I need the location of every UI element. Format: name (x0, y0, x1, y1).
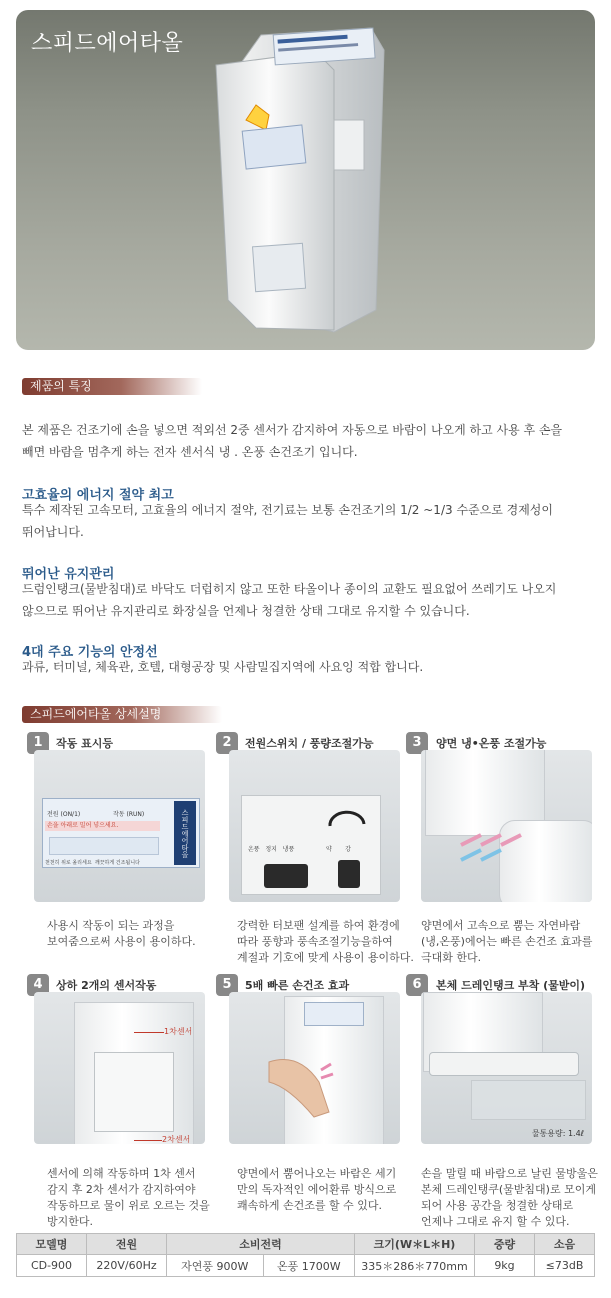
card-title: 5배 빠른 손건조 효과 (245, 979, 350, 992)
hand-icon (229, 992, 400, 1144)
spec-size: 335＊286＊770mm (355, 1255, 475, 1277)
panel-bottom-right: 깨끗하게 건조됩니다 (94, 860, 140, 866)
features-section-heading: 제품의 특징 (22, 378, 202, 395)
caption-line: 사용시 작동이 되는 과정을 (47, 919, 175, 932)
drain-tank-image (421, 992, 592, 1144)
spec-noise: ≤73dB (535, 1255, 595, 1277)
spec-weight: 9kg (475, 1255, 535, 1277)
card-number: 3 (406, 732, 428, 754)
sensor-label-2: 2차센서 (162, 1135, 191, 1144)
switch-label-low: 약 (326, 846, 332, 853)
card-caption (421, 918, 601, 966)
panel-instruction: 손을 아래로 밀어 넣으세요. (45, 821, 160, 831)
caption-line: 만의 독자적인 에어환류 방식으로 (237, 1183, 397, 1196)
feature-title-energy: 고효율의 에너지 절약 최고 (22, 488, 174, 503)
spec-header-row (17, 1234, 595, 1255)
spec-power: 220V/60Hz (87, 1255, 167, 1277)
feature-title-maintenance: 뛰어난 유지관리 (22, 567, 115, 582)
dual-airflow-image (421, 750, 592, 902)
spec-header-size: 크기(W＊L＊H) (355, 1234, 475, 1255)
card-title: 전원스위치 / 풍량조절가능 (245, 737, 374, 750)
sensor-line-1 (134, 1032, 164, 1033)
sensor-line-2 (134, 1140, 162, 1141)
card-number: 5 (216, 974, 238, 996)
hand-dryer-product-image (16, 10, 595, 350)
sensor-label-1: 1차센서 (164, 1027, 193, 1036)
mode-labels (248, 844, 294, 853)
dual-sensor-image (34, 992, 205, 1144)
caption-line: 따라 풍향과 풍속조절기능을하여 (237, 935, 393, 948)
caption-line: 보여줌으로써 사용이 용이하다. (47, 935, 196, 948)
spec-consumption-warm: 온풍 1700W (263, 1255, 354, 1277)
caption-line: 양면에서 뿜어나오는 바람은 세기 (237, 1167, 397, 1180)
drain-tank-tray (429, 1052, 579, 1076)
power-switch-image (229, 750, 400, 902)
speed-switch (338, 860, 360, 888)
caption-line: 센서에 의해 작동하며 1차 센서 (47, 1167, 196, 1180)
drain-tank-body (471, 1080, 586, 1120)
spec-model: CD-900 (17, 1255, 87, 1277)
details-section-heading: 스피드에어타올 상세설명 (22, 706, 222, 723)
card-caption (237, 918, 422, 966)
indicator-panel (42, 798, 200, 868)
tank-capacity-label: 물통용량: 1.4ℓ (531, 1129, 584, 1138)
caption-line: 감지 후 2차 센서가 감지하여야 (47, 1183, 196, 1196)
card-title: 상하 2개의 센서작동 (56, 979, 157, 992)
spec-header-noise: 소음 (535, 1234, 595, 1255)
mode-switch (264, 864, 308, 888)
card-caption (237, 1166, 417, 1214)
airflow-arrows-icon (421, 750, 592, 902)
feature-text-line: 과류, 터미널, 체육관, 호텔, 대형공장 및 사람밀집지역에 사요잉 적합 합니다. (22, 660, 424, 674)
feature-text-line: 않으므로 뛰어난 유지관리로 화장실을 언제나 청결한 상태 그대로 유지할 수 있습니다. (22, 604, 470, 618)
card-title: 본체 드레인탱크 부착 (물받이) (436, 979, 586, 992)
card-number: 2 (216, 732, 238, 754)
caption-line: 언제나 그대로 유지 할 수 있다. (421, 1215, 570, 1228)
panel-run-label: 작동 (RUN) (113, 811, 145, 818)
caption-line: 손을 말릴 때 바람으로 날린 물방울은 (421, 1167, 598, 1180)
panel-bottom-text (45, 859, 140, 866)
switch-label-cold: 냉풍 (282, 846, 295, 853)
hand-diagram (49, 837, 159, 855)
sensor-window (94, 1052, 174, 1132)
hero-title: 스피드에어타올 (31, 31, 184, 56)
card-number: 1 (27, 732, 49, 754)
spec-table (16, 1233, 595, 1277)
panel-brand-label: 스피드에어타올 (174, 801, 196, 865)
features-intro-line-1: 본 제품은 건조기에 손을 넣으면 적외선 2중 센서가 감지하여 자동으로 바람이 나오게 하고 사용 후 손을 (22, 423, 563, 437)
fast-drying-image (229, 992, 400, 1144)
operation-indicator-image (34, 750, 205, 902)
hero-banner (16, 10, 595, 350)
caption-line: 작동하므로 물이 위로 오르는 것을 (47, 1199, 210, 1212)
card-caption (421, 1166, 606, 1230)
caption-line: 강력한 터보팬 설계를 하여 환경에 (237, 919, 400, 932)
spec-header-power: 전원 (87, 1234, 167, 1255)
card-caption (47, 918, 227, 950)
spec-header-weight: 중량 (475, 1234, 535, 1255)
caption-line: (냉,온풍)에어는 빠른 손건조 효과를 (421, 935, 593, 948)
card-title: 작동 표시등 (56, 737, 113, 750)
spec-row (17, 1255, 595, 1277)
caption-line: 되어 사용 공간을 청결한 상태로 (421, 1199, 574, 1212)
spec-header-consumption: 소비전력 (167, 1234, 355, 1255)
feature-text-line: 특수 제작된 고속모터, 고효율의 에너지 절약, 전기료는 보통 손건조기의 1/2 ~1/3 수준으로 경제성이 (22, 503, 553, 517)
caption-line: 계절과 기호에 맞게 사용이 용이하다. (237, 951, 414, 964)
panel-power-label: 전원 (ON/1) (47, 811, 81, 818)
card-number: 4 (27, 974, 49, 996)
caption-line: 쾌속하게 손건조를 할 수 있다. (237, 1199, 382, 1212)
features-intro-line-2: 빼면 바람을 멈추게 하는 전자 센서식 냉 . 온풍 손건조기 입니다. (22, 445, 358, 459)
card-title: 양면 냉•온풍 조절가능 (436, 737, 547, 750)
switch-label-high: 강 (345, 846, 351, 853)
switch-label-warm: 온풍 (248, 846, 260, 853)
spec-header-model: 모델명 (17, 1234, 87, 1255)
card-number: 6 (406, 974, 428, 996)
caption-line: 양면에서 고속으로 뿜는 자연바람 (421, 919, 581, 932)
caption-line: 극대화 한다. (421, 951, 482, 964)
card-caption (47, 1166, 227, 1230)
switch-label-stop: 정지 (265, 846, 277, 853)
feature-title-usage: 4대 주요 기능의 안정선 (22, 645, 158, 660)
speed-labels (326, 844, 351, 853)
switch-panel (241, 795, 381, 895)
feature-text-line: 드럼인탱크(물받침대)로 바닥도 더럽히지 않고 또한 타올이나 종이의 교환도 필요없어 쓰레기도 나오지 (22, 582, 557, 596)
spec-consumption-natural: 자연풍 900W (167, 1255, 264, 1277)
feature-text-line: 뛰어납니다. (22, 525, 84, 539)
caption-line: 본체 드레인탱쿠(물받침대)로 모이게 (421, 1183, 596, 1196)
caption-line: 방지한다. (47, 1215, 94, 1228)
panel-bottom-left: 천천히 위로 올리세요 (45, 860, 92, 866)
